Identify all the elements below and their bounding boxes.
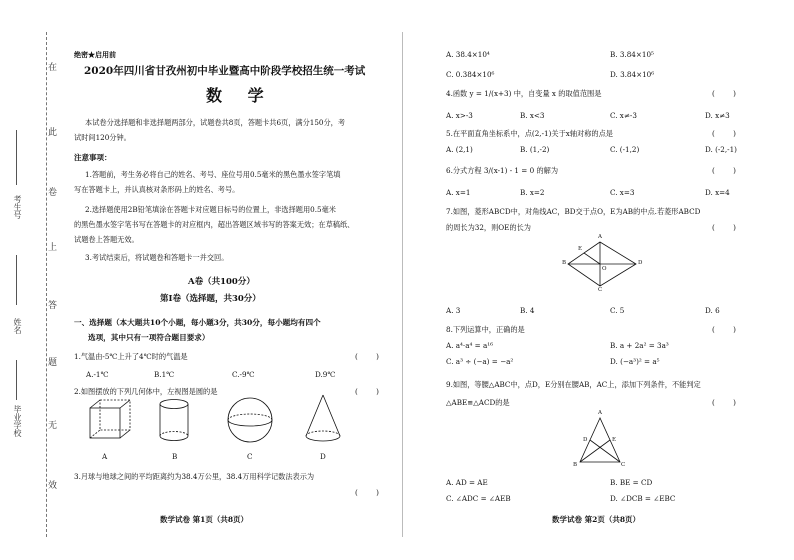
question-9-cont: △ABE≌△ACD的是 — [446, 398, 510, 407]
figure-label: C — [621, 462, 626, 468]
question-1: 1.气温由-5℃上升了4℃时的气温是 — [74, 352, 188, 361]
q5-option: A. (2,1) — [446, 145, 473, 154]
q4-option: D. x≠3 — [705, 111, 730, 120]
q4-option: C. x≠-3 — [610, 111, 637, 120]
q2-option: A — [102, 452, 108, 461]
question-9: 9.如图，等腰△ABC中，点D，E分别在腰AB，AC上，添加下列条件，不能判定 — [446, 380, 701, 389]
answer-bracket: ( ) — [712, 89, 736, 98]
q9-option: D. ∠DCB = ∠EBC — [610, 494, 676, 503]
figure-label: D — [638, 260, 643, 266]
q8-option: D. (−a³)² = a⁵ — [610, 357, 660, 366]
figure-label: B — [573, 462, 578, 468]
answer-bracket: ( ) — [355, 387, 379, 396]
q1-option: D.9℃ — [315, 370, 336, 379]
notice-line: 写在答题卡上，并认真核对条形码上的姓名、考号。 — [74, 185, 240, 194]
q6-option: D. x=4 — [705, 188, 730, 197]
notice-line: 1.答题前，考生务必将自己的姓名、考号、座位号用0.5毫米的黑色墨水签字笔填 — [85, 170, 341, 179]
q4-option: B. x<3 — [520, 111, 545, 120]
q3-option: A. 38.4×10⁴ — [446, 50, 490, 59]
q6-option: A. x=1 — [446, 188, 471, 197]
q8-option: C. a³ ÷ (−a) = −a² — [446, 357, 514, 366]
field-label-exam-number: 考生号 — [13, 195, 22, 219]
q9-option: A. AD = AE — [446, 478, 488, 487]
figure-label: E — [578, 246, 583, 252]
q4-option: A. x>-3 — [446, 111, 473, 120]
intro-line: 试时间120分钟。 — [74, 133, 131, 142]
field-label-name: 姓名 — [13, 318, 22, 334]
q2-option: D — [320, 452, 326, 461]
section-title: 一、选择题（本大题共10个小题，每小题3分，共30分，每小题均有四个 — [74, 318, 321, 327]
answer-bracket: ( ) — [712, 129, 736, 138]
q5-option: B. (1,-2) — [520, 145, 550, 154]
q3-option: C. 0.384×10⁶ — [446, 70, 495, 79]
subject-title: 数 学 — [206, 86, 274, 105]
figure-label: O — [602, 266, 607, 272]
notice-line: 2.选择题使用2B铅笔填涂在答题卡对应题目标号的位置上，非选择题用0.5毫米 — [85, 205, 336, 214]
seal-char: 在 — [48, 63, 58, 73]
paper-a-title: A卷（共100分） — [188, 277, 255, 287]
q1-option: C.-9℃ — [232, 370, 255, 379]
answer-bracket: ( ) — [712, 166, 736, 175]
q7-option: D. 6 — [705, 306, 720, 315]
q7-option: B. 4 — [520, 306, 535, 315]
q3-option: B. 3.84×10⁵ — [610, 50, 654, 59]
secret-label: 绝密★启用前 — [74, 50, 116, 59]
section-title-cont: 选项，其中只有一项符合题目要求） — [88, 333, 210, 342]
seal-char: 答 — [48, 301, 58, 311]
notice-line: 的黑色墨水签字笔书写在答题卡的对应框内，超出答题区域书写的答案无效；在草稿纸、 — [74, 220, 355, 229]
answer-bracket: ( ) — [712, 325, 736, 334]
exam-title: 2020年四川省甘孜州初中毕业暨高中阶段学校招生统一考试 — [84, 65, 366, 77]
question-5: 5.在平面直角坐标系中，点(2,-1)关于x轴对称的点是 — [446, 129, 613, 138]
figure-label: E — [612, 437, 617, 443]
seal-char: 卷 — [48, 188, 58, 198]
q5-option: C. (-1,2) — [610, 145, 640, 154]
seal-char: 此 — [48, 128, 58, 138]
field-label-school: 毕业学校 — [13, 405, 22, 437]
notice-line: 3.考试结束后，将试题卷和答题卡一并交回。 — [85, 253, 229, 262]
q3-option: D. 3.84×10⁶ — [610, 70, 655, 79]
q6-option: C. x=3 — [610, 188, 635, 197]
figure-label: B — [562, 260, 567, 266]
q2-option: C — [247, 452, 253, 461]
figure-label: A — [598, 234, 602, 240]
question-6: 6.分式方程 3/(x-1) - 1 = 0 的解为 — [446, 166, 559, 175]
question-3: 3.月球与地球之间的平均距离约为38.4万公里，38.4万用科学记数法表示为 — [74, 472, 315, 481]
answer-bracket: ( ) — [712, 398, 736, 407]
q7-option: A. 3 — [446, 306, 461, 315]
seal-char: 效 — [48, 481, 58, 491]
seal-char: 题 — [48, 358, 58, 368]
figure-label: C — [598, 287, 603, 293]
q8-option: A. a⁴·a⁴ = a¹⁶ — [446, 341, 494, 350]
q2-option: B — [172, 452, 178, 461]
answer-bracket: ( ) — [355, 488, 379, 497]
question-4: 4.函数 y = 1/(x+3) 中，自变量 x 的取值范围是 — [446, 89, 602, 98]
notice-title: 注意事项： — [74, 153, 112, 162]
seal-char: 无 — [48, 421, 58, 431]
footer-right: 数学试卷 第2页（共8页） — [552, 515, 641, 524]
question-7: 7.如图，菱形ABCD中，对角线AC，BD交于点O，E为AB的中点.若菱形ABCD — [446, 207, 701, 216]
question-8: 8.下列运算中，正确的是 — [446, 325, 525, 334]
q5-option: D. (-2,-1) — [705, 145, 737, 154]
q7-option: C. 5 — [610, 306, 625, 315]
question-7-cont: 的周长为32，则OE的长为 — [446, 223, 531, 232]
q6-option: B. x=2 — [520, 188, 545, 197]
seal-char: 上 — [48, 243, 58, 253]
answer-bracket: ( ) — [712, 223, 736, 232]
q1-option: B.1℃ — [154, 370, 175, 379]
intro-line: 本试卷分选择题和非选择题两部分，试题卷共8页，答题卡共6页，满分150分，考 — [85, 118, 346, 127]
q8-option: B. a + 2a² = 3a³ — [610, 341, 669, 350]
question-2: 2.如图摆放的下列几何体中，左视图是圆的是 — [74, 387, 218, 396]
footer-left: 数学试卷 第1页（共8页） — [160, 515, 249, 524]
answer-bracket: ( ) — [355, 352, 379, 361]
figure-label: D — [583, 437, 588, 443]
figure-label: A — [598, 410, 602, 416]
q9-option: C. ∠ADC = ∠AEB — [446, 494, 511, 503]
q9-option: B. BE = CD — [610, 478, 653, 487]
q1-option: A.-1℃ — [86, 370, 109, 379]
notice-line: 试题卷上答题无效。 — [74, 235, 139, 244]
part1-title: 第Ⅰ卷（选择题，共30分） — [160, 294, 261, 304]
